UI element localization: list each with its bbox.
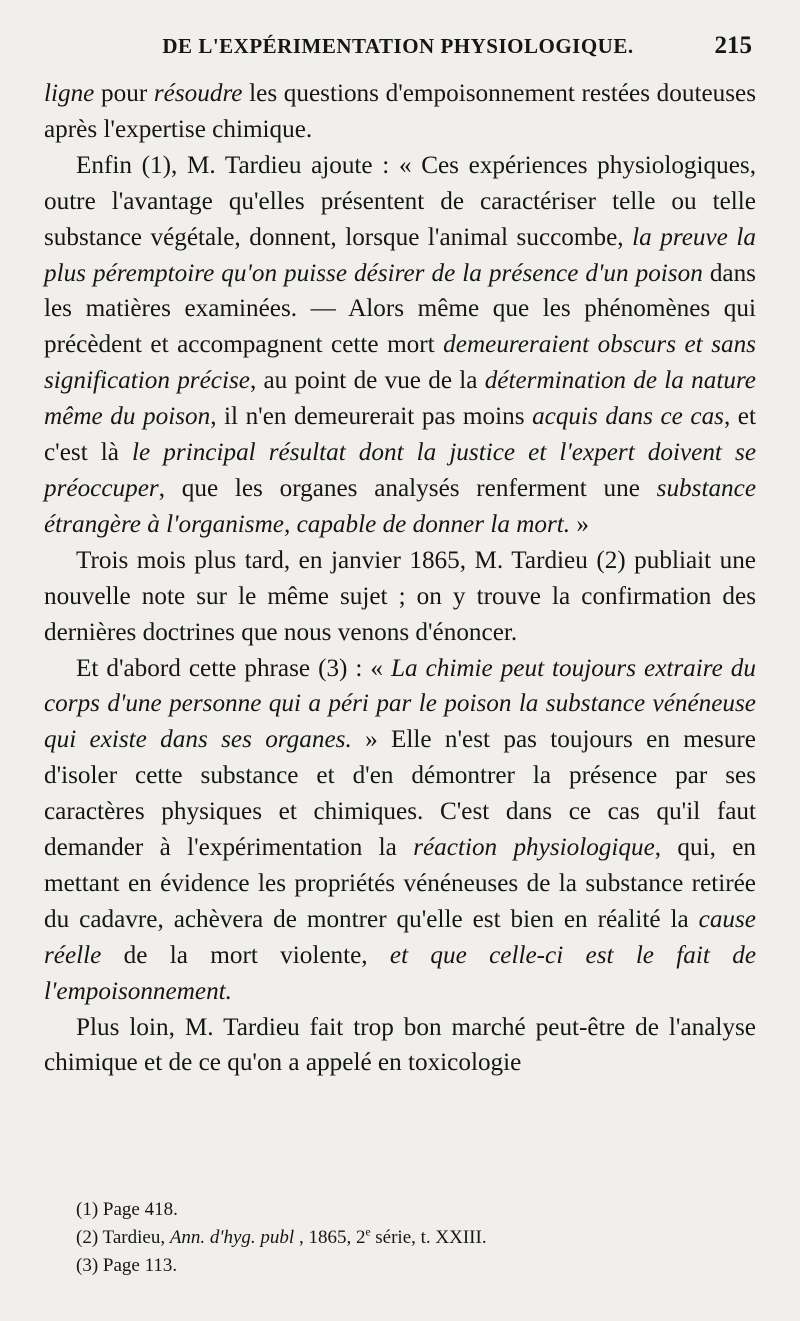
text-run: » Elle n'est pas toujours en mesure d'isoler cette substance et d'en démontrer la présence par ses caractères physiques et chimiques. C'est dans ce cas qu'il faut demander à l'expérimentation la: [44, 726, 756, 862]
text-run: Et d'abord cette phrase (3) : «: [76, 654, 391, 682]
text-run: les questions d'empoisonnement restées douteuses après l'expertise chimique.: [44, 80, 757, 143]
footnote-2: [76, 1224, 487, 1252]
italic-text: résoudre: [153, 80, 243, 107]
running-title: DE L'EXPÉRIMENTATION PHYSIOLOGIQUE.: [162, 34, 634, 58]
italic-text: et que celle-ci est le fait de l'empoisonnement.: [44, 941, 756, 1005]
paragraph: [44, 543, 756, 651]
body-text: [44, 76, 756, 1081]
paragraph: [44, 651, 756, 1010]
paragraph: [44, 1010, 756, 1082]
italic-text: la preuve la plus péremptoire qu'on puisse désirer de la présence d'un poison: [44, 223, 757, 287]
italic-text: réaction physiologique: [413, 834, 655, 862]
paragraph: [44, 76, 756, 148]
italic-text: La chimie peut toujours extraire du corps d'une personne qui a péri par le poison la substance vénéneuse qui existe dans ses organes.: [44, 654, 756, 754]
page-header: [44, 34, 752, 66]
footnote-1: (1) Page 418.: [76, 1199, 178, 1220]
italic-text: acquis dans ce cas: [532, 403, 724, 431]
footnote-2-middle: , 1865, 2: [294, 1227, 366, 1248]
text-run: , il n'en demeurerait pas moins: [210, 403, 533, 431]
paragraph: [44, 148, 756, 543]
italic-text: cause réelle: [44, 905, 756, 969]
text-run: »: [570, 510, 589, 538]
italic-text: ligne: [44, 80, 95, 107]
footnotes: [76, 1196, 487, 1280]
text-run: Enfin (1), M. Tardieu ajoute : « Ces expériences physiologiques, outre l'avantage qu'elles présentent de caractériser telle ou telle substance végétale, donnent, lorsque l'animal succombe,: [44, 151, 756, 251]
footnote-2-suffix: série, t. XXIII.: [370, 1227, 487, 1248]
text-run: Trois mois plus tard, en janvier 1865, M. Tardieu (2) publiait une nouvelle note sur le même sujet ; on y trouve la confirmation des dernières doctrines que nous venons d'énoncer.: [44, 546, 756, 646]
footnote-2-prefix: (2) Tardieu,: [76, 1227, 170, 1248]
footnote-3: (3) Page 113.: [76, 1255, 178, 1276]
text-run: dans les matières examinées. — Alors même que les phénomènes qui précèdent et accompagnent cette mort: [44, 259, 756, 359]
text-run: , que les organes analysés renferment une: [158, 474, 657, 502]
text-run: , qui, en mettant en évidence les propriétés vénéneuses de la substance retirée du cadavre, achèvera de montrer qu'elle est bien en réalité la: [44, 834, 756, 933]
italic-text: demeureraient obscurs et sans signification précise: [44, 331, 756, 395]
text-run: , et c'est là: [44, 403, 756, 467]
italic-text: le principal résultat dont la justice et l'expert doivent se préoccuper: [44, 439, 756, 502]
text-run: pour: [94, 80, 154, 107]
text-run: , au point de vue de la: [249, 367, 485, 395]
text-run: Plus loin, M. Tardieu fait trop bon marché peut-être de l'analyse chimique et de ce qu'on a appelé en toxicologie: [44, 1013, 756, 1077]
footnote-2-journal: Ann. d'hyg. publ: [169, 1227, 295, 1248]
italic-text: détermination de la nature même du poison: [44, 367, 756, 431]
page-number: 215: [714, 32, 752, 59]
text-run: de la mort violente,: [101, 941, 390, 969]
footnote-2-superscript: e: [365, 1226, 371, 1239]
italic-text: substance étrangère à l'organisme, capable de donner la mort.: [44, 474, 756, 538]
